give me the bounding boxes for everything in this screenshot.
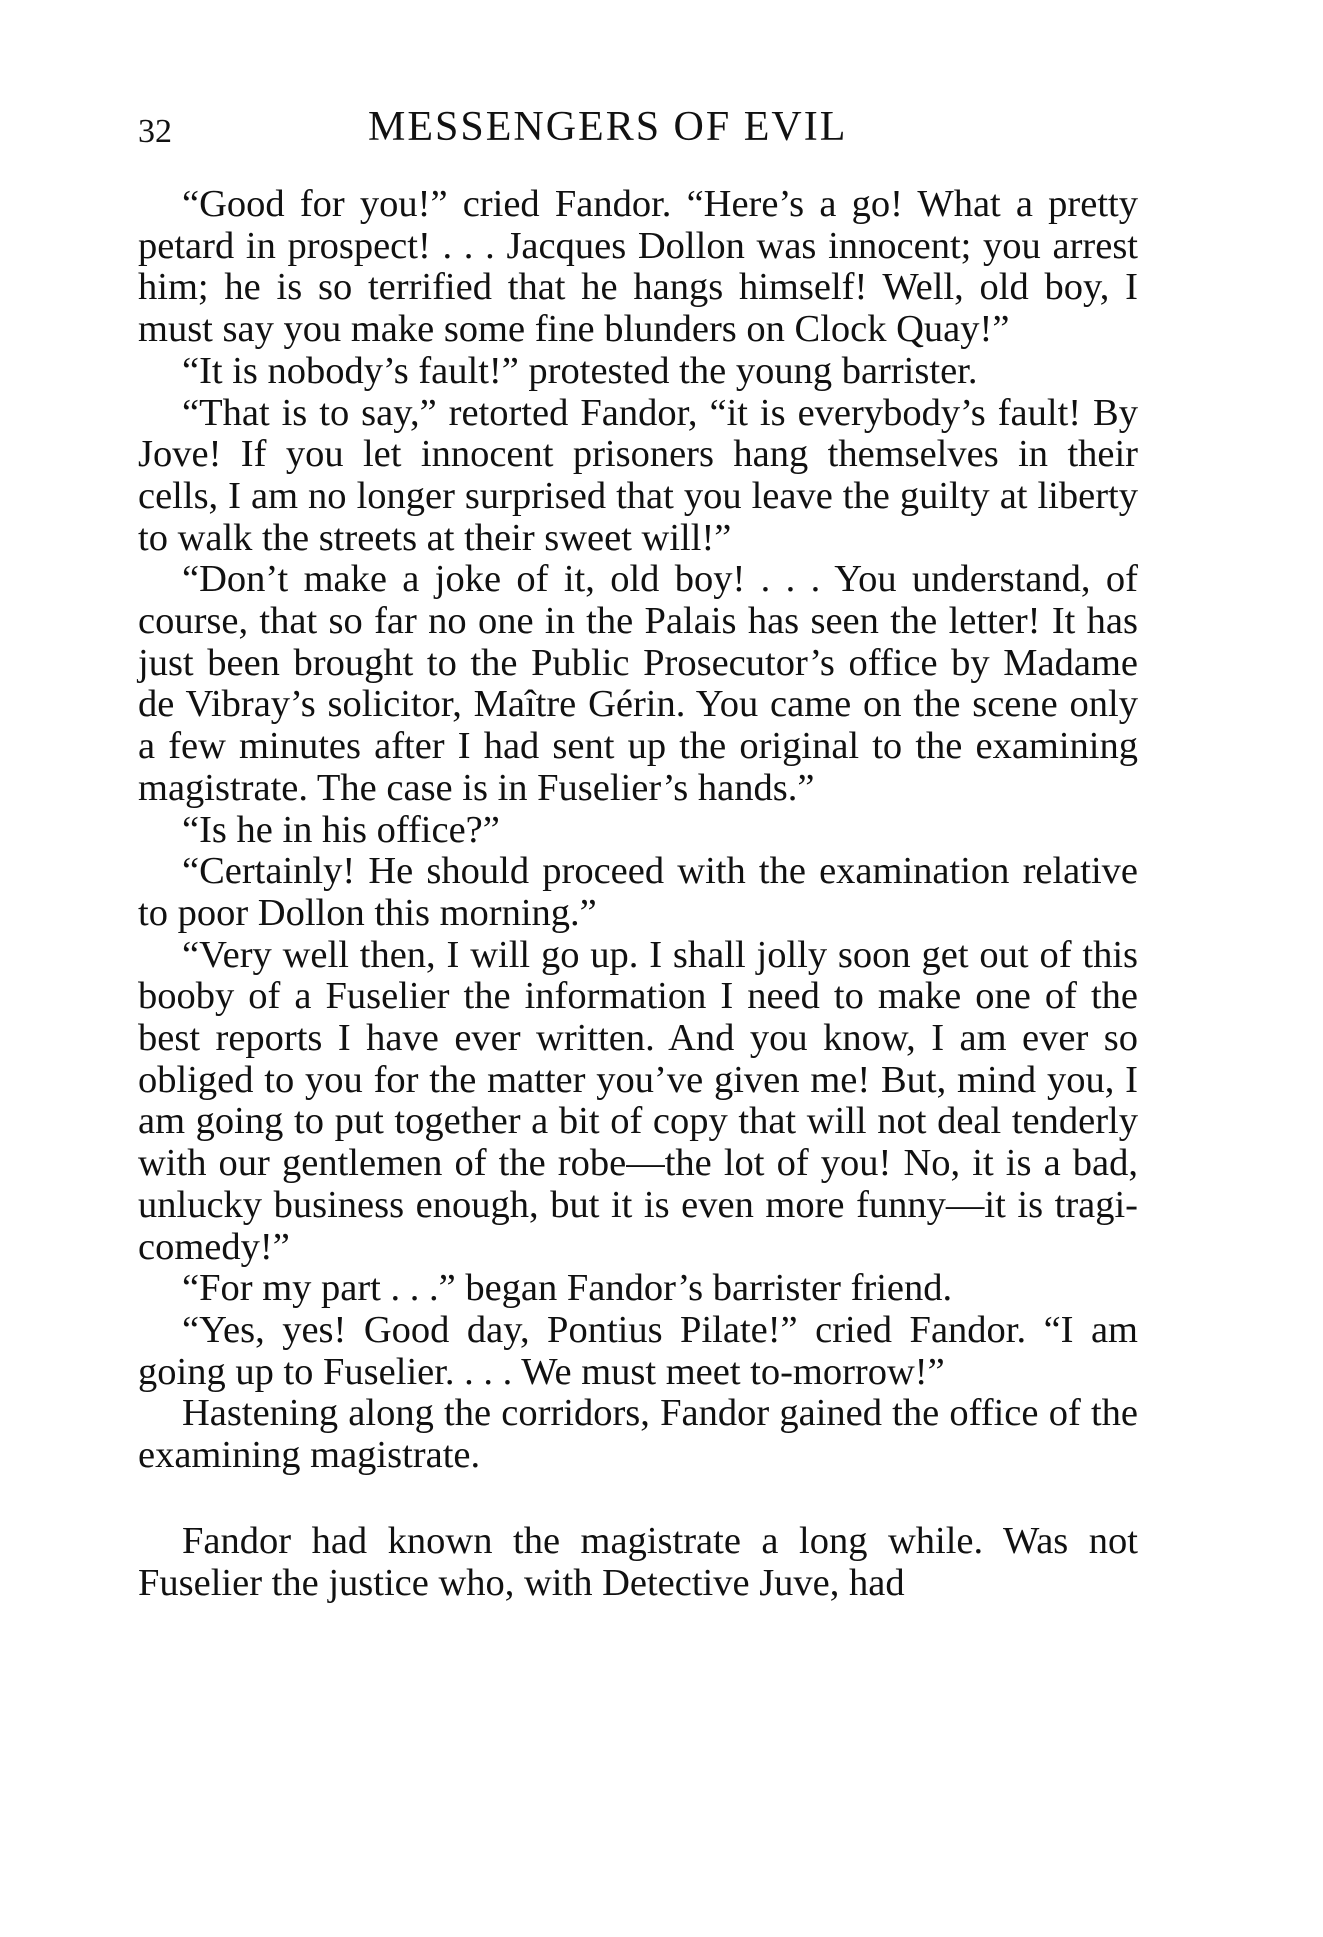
paragraph: “Good for you!” cried Fandor. “Here’s a go! What a pretty petard in prospect! . . . Jacques Dollon was innocent; you arrest him; he is so terrified that he hangs himself! Well, old boy, I must say you make some fine blunders on Clock Quay!” (138, 183, 1138, 351)
running-title: MESSENGERS OF EVIL (368, 104, 848, 150)
page-number: 32 (138, 113, 172, 150)
paragraph: “Very well then, I will go up. I shall jolly soon get out of this booby of a Fuselier the information I need to make one of the best reports I have ever written. And you know, I am ever so obliged to you for the matter you’ve given me! But, mind you, I am going to put together a bit of copy that will not deal tenderly with our gentlemen of the robe—the lot of you! No, it is a bad, unlucky business enough, but it is even more funny—it is tragi-comedy!” (138, 933, 1138, 1268)
paragraph: “That is to say,” retorted Fandor, “it is everybody’s fault! By Jove! If you let innocent prisoners hang themselves in their cells, I am no longer surprised that you leave the guilty at liberty to walk the streets at their sweet will!” (138, 391, 1138, 559)
paragraph: “For my part . . .” began Fandor’s barrister friend. (182, 1267, 953, 1310)
body-text (138, 184, 1138, 1604)
paragraph: Fandor had known the magistrate a long while. Was not Fuselier the justice who, with Detective Juve, had (138, 1519, 1138, 1604)
page-header (138, 103, 1138, 163)
paragraph: “Don’t make a joke of it, old boy! . . . You understand, of course, that so far no one in the Palais has seen the letter! It has just been brought to the Public Prosecutor’s office by Madame de Vibray’s solicitor, Maître Gérin. You came on the scene only a few minutes after I had sent up the original to the examining magistrate. The case is in Fuselier’s hands.” (138, 558, 1138, 809)
paragraph: Hastening along the corridors, Fandor gained the office of the examining magistrate. (138, 1392, 1138, 1477)
paragraph: “Certainly! He should proceed with the examination relative to poor Dollon this morning.” (138, 850, 1138, 934)
paragraph: “It is nobody’s fault!” protested the young barrister. (182, 349, 978, 392)
paragraph: “Is he in his office?” (182, 808, 500, 851)
paragraph: “Yes, yes! Good day, Pontius Pilate!” cried Fandor. “I am going up to Fuselier. . . . We must meet to-morrow!” (138, 1308, 1138, 1393)
